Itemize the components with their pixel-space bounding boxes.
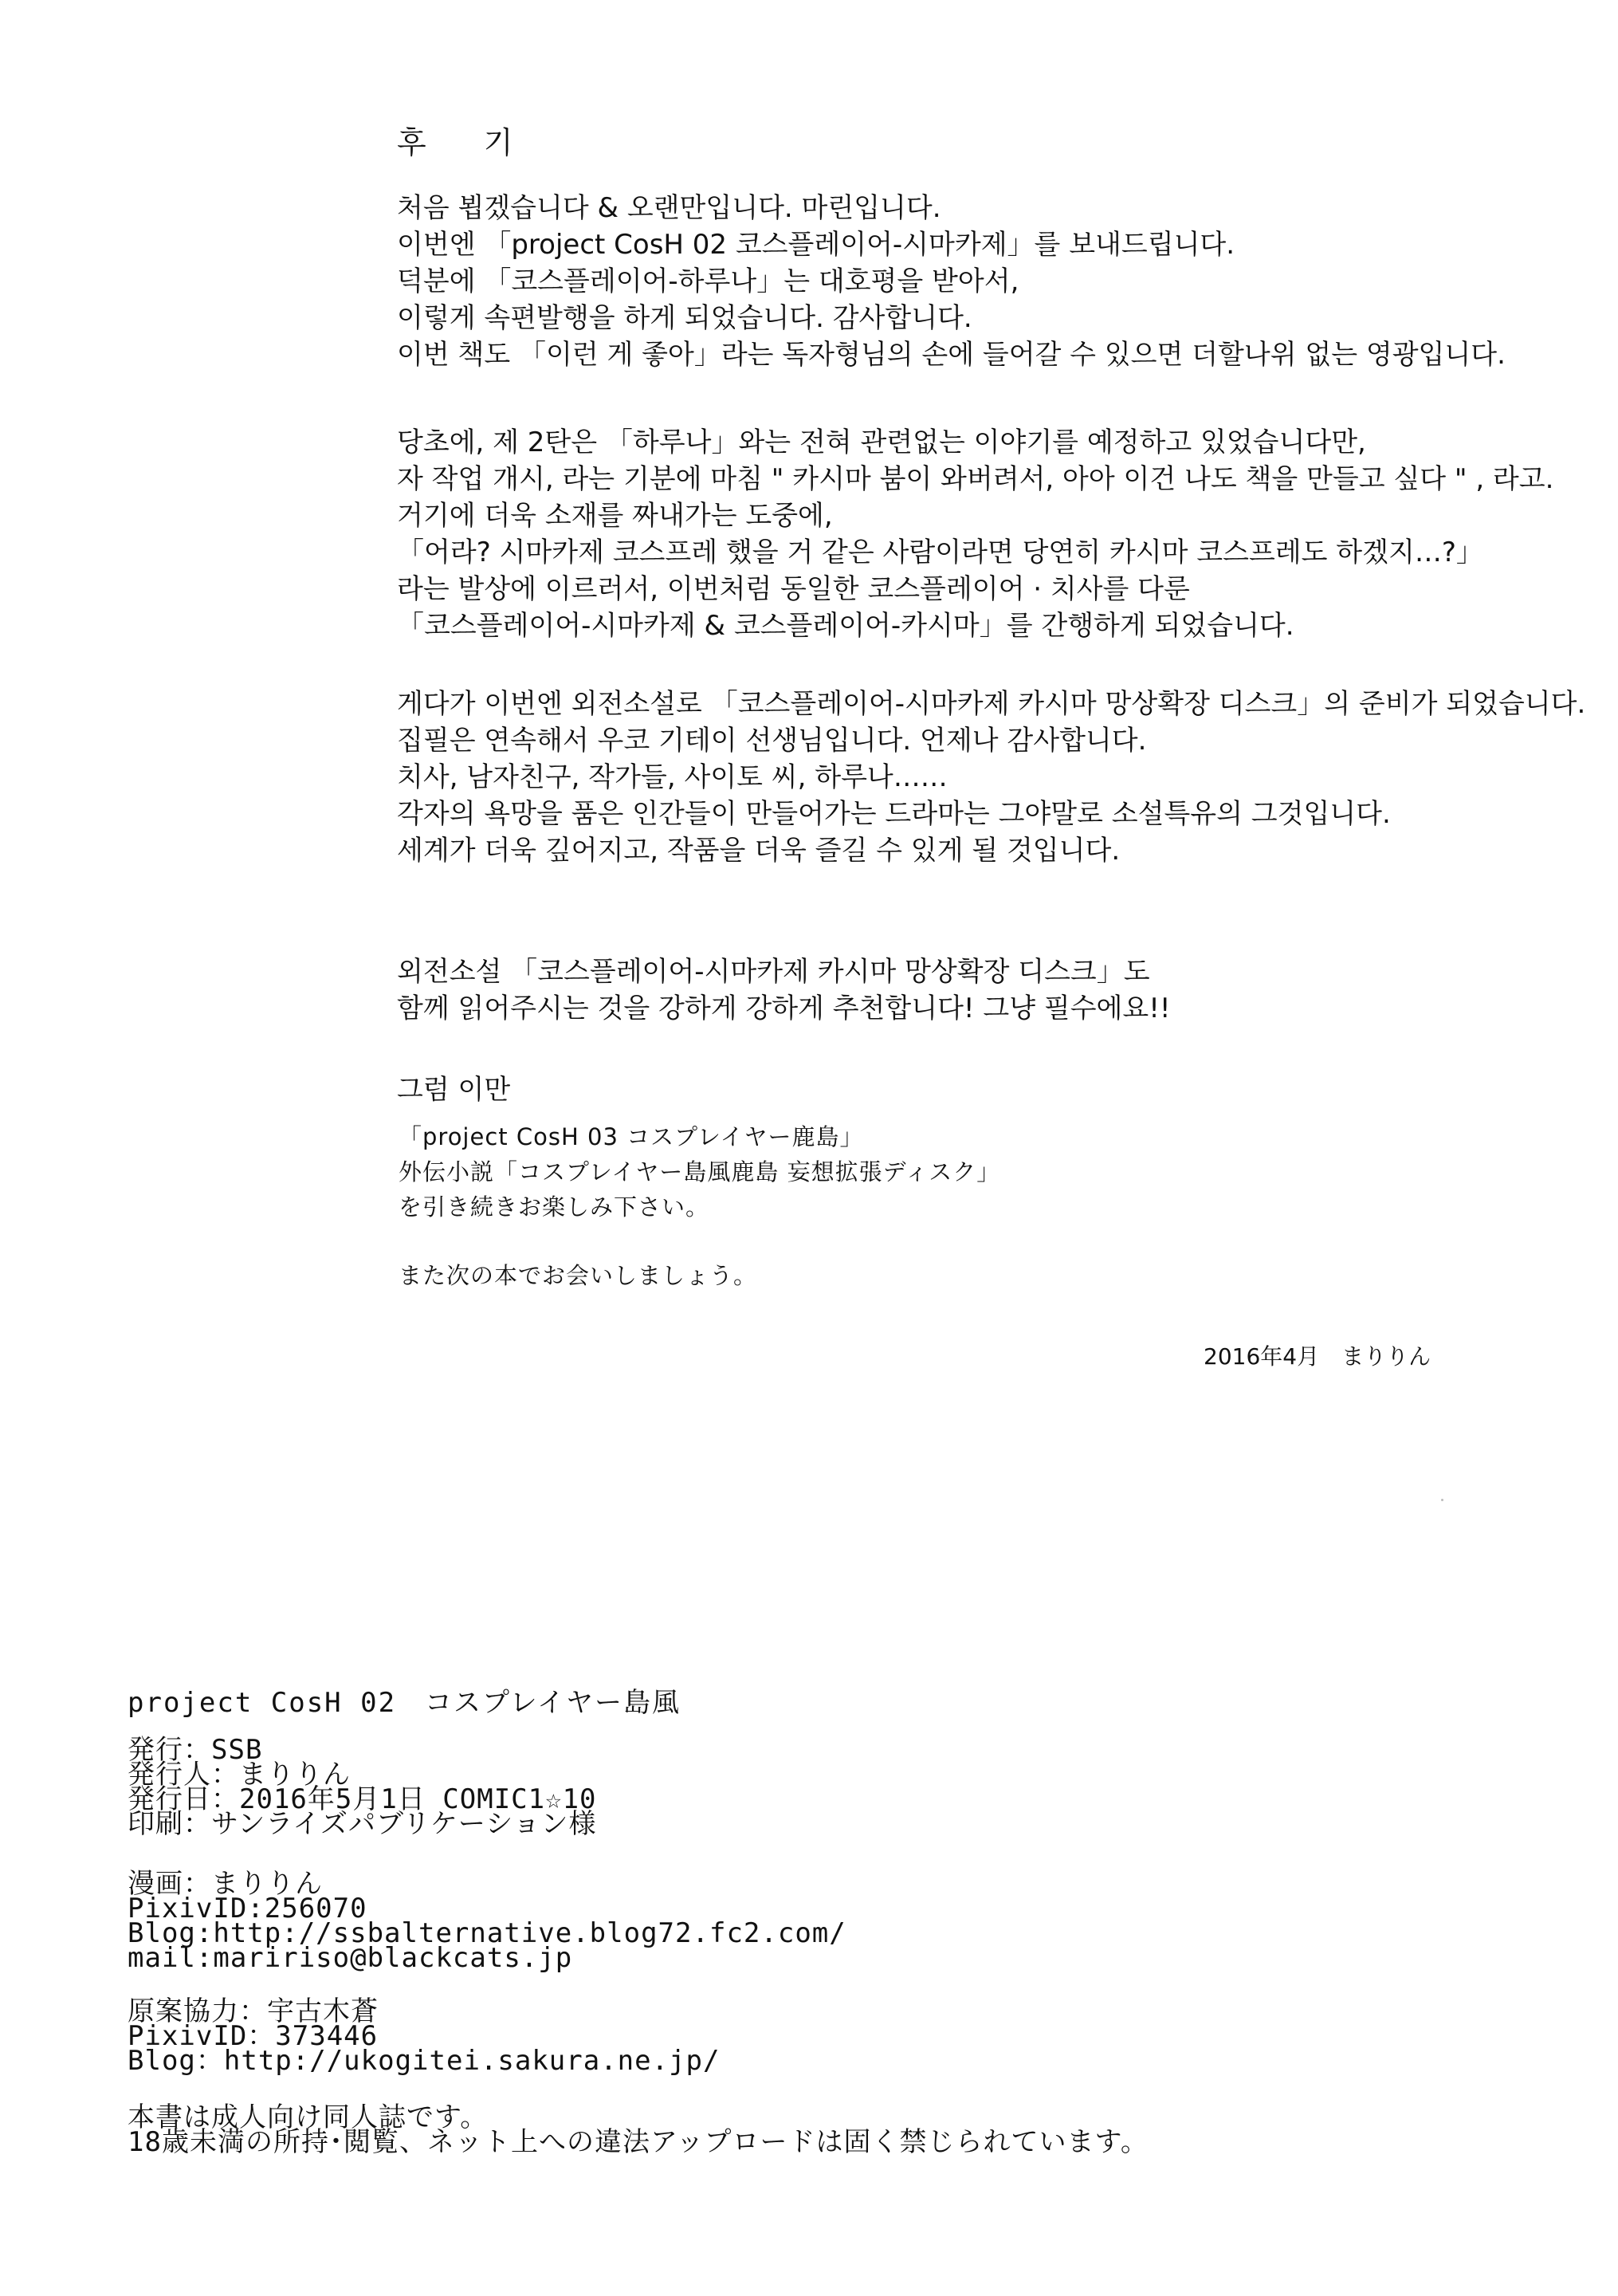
text-line: 「project CosH 03 コスプレイヤー鹿島」 [399, 1123, 864, 1150]
text-line: 게다가 이번엔 외전소설로 「코스플레이어-시마카제 카시마 망상확장 디스크」의 준비가 되었습니다. [397, 688, 1586, 720]
colophon-line: PixivID：373446 [128, 2020, 379, 2052]
afterword-paragraph-1 [397, 190, 1506, 373]
colophon-line: 発行：SSB [128, 1734, 263, 1766]
colophon-line: 本書は成人向け同人誌です。 [128, 2101, 489, 2133]
text-line: 이번엔 「project CosH 02 코스플레이어-시마카제」를 보내드립니다. [397, 229, 1235, 261]
afterword-paragraph-4 [397, 953, 1171, 1027]
text-line: 라는 발상에 이르러서, 이번처럼 동일한 코스플레이어 · 치사를 다룬 [397, 573, 1190, 605]
colophon-publishing-info [128, 1734, 597, 1840]
text-line: 세계가 더욱 깊어지고, 작품을 더욱 즐길 수 있게 될 것입니다. [397, 835, 1121, 867]
text-line: 덕분에 「코스플레이어-하루나」는 대호평을 받아서, [397, 265, 1019, 297]
colophon-artist-info [128, 1868, 846, 1974]
colophon-line: 18歳未満の所持･閲覧、ネット上への違法アップロードは固く禁じられています。 [128, 2126, 1149, 2158]
text-line: 처음 뵙겠습니다 & 오랜만입니다. 마린입니다. [397, 192, 941, 224]
afterword-title: 후 기 [397, 125, 537, 160]
colophon-line: 発行人：まりりん [128, 1759, 351, 1791]
colophon-title: project CosH 02 コスプレイヤー島風 [128, 1687, 681, 1719]
text-line: 외전소설 「코스플레이어-시마카제 카시마 망상확장 디스크」도 [397, 956, 1150, 988]
text-line: 치사, 남자친구, 작가들, 사이토 씨, 하루나…… [397, 761, 948, 793]
colophon-line: mail:maririso@blackcats.jp [128, 1942, 573, 1974]
colophon-line: 印刷：サンライズパブリケーション様 [128, 1808, 597, 1840]
text-line: 각자의 욕망을 품은 인간들이 만들어가는 드라마는 그야말로 소설특유의 그것입니다. [397, 798, 1391, 830]
text-line: 집필은 연속해서 우코 기테이 선생님입니다. 언제나 감사합니다. [397, 725, 1147, 757]
colophon-line: 発行日：2016年5月1日 COMIC1☆10 [128, 1783, 597, 1815]
colophon-line: 原案協力：宇古木蒼 [128, 1995, 379, 2027]
stray-mark [1441, 1499, 1443, 1501]
afterword-paragraph-3 [397, 686, 1585, 869]
colophon-line: Blog：http://ukogitei.sakura.ne.jp/ [128, 2045, 721, 2077]
text-line: 당초에, 제 2탄은 「하루나」와는 전혀 관련없는 이야기를 예정하고 있었습니다만, [397, 427, 1366, 458]
text-line: を引き続きお楽しみ下さい。 [399, 1193, 710, 1221]
afterword-japanese-lines [399, 1119, 1000, 1225]
colophon-line: Blog:http://ssbalternative.blog72.fc2.com/ [128, 1917, 846, 1949]
afterword-paragraph-2 [397, 424, 1553, 644]
text-line: 이렇게 속편발행을 하게 되었습니다. 감사합니다. [397, 302, 972, 334]
colophon-story-info [128, 1995, 721, 2077]
text-line: 外伝小説「コスプレイヤー島風鹿島 妄想拡張ディスク」 [399, 1158, 1001, 1185]
colophon-line: PixivID:256070 [128, 1893, 367, 1924]
afterword-farewell: また次の本でお会いしましょう。 [399, 1262, 758, 1289]
text-line: 이번 책도 「이런 게 좋아」라는 독자형님의 손에 들어갈 수 있으면 더할나위 없는 영광입니다. [397, 339, 1506, 371]
afterword-signature: 2016年4月 まりりん [1204, 1343, 1431, 1370]
colophon-line: 漫画：まりりん [128, 1868, 323, 1900]
text-line: 거기에 더욱 소재를 짜내가는 도중에, [397, 500, 833, 532]
text-line: 함께 읽어주시는 것을 강하게 강하게 추천합니다! 그냥 필수에요!! [397, 993, 1171, 1024]
text-line: 「코스플레이어-시마카제 & 코스플레이어-카시마」를 간행하게 되었습니다. [397, 610, 1294, 642]
colophon-notice [128, 2101, 1149, 2158]
afterword-closing: 그럼 이만 [397, 1074, 511, 1106]
text-line: 「어라? 시마카제 코스프레 했을 거 같은 사람이라면 당연히 카시마 코스프레도 하겠지…?」 [397, 537, 1483, 568]
text-line: 자 작업 개시, 라는 기분에 마침 " 카시마 붐이 와버려서, 아아 이건 나도 책을 만들고 싶다 " , 라고. [397, 463, 1554, 495]
